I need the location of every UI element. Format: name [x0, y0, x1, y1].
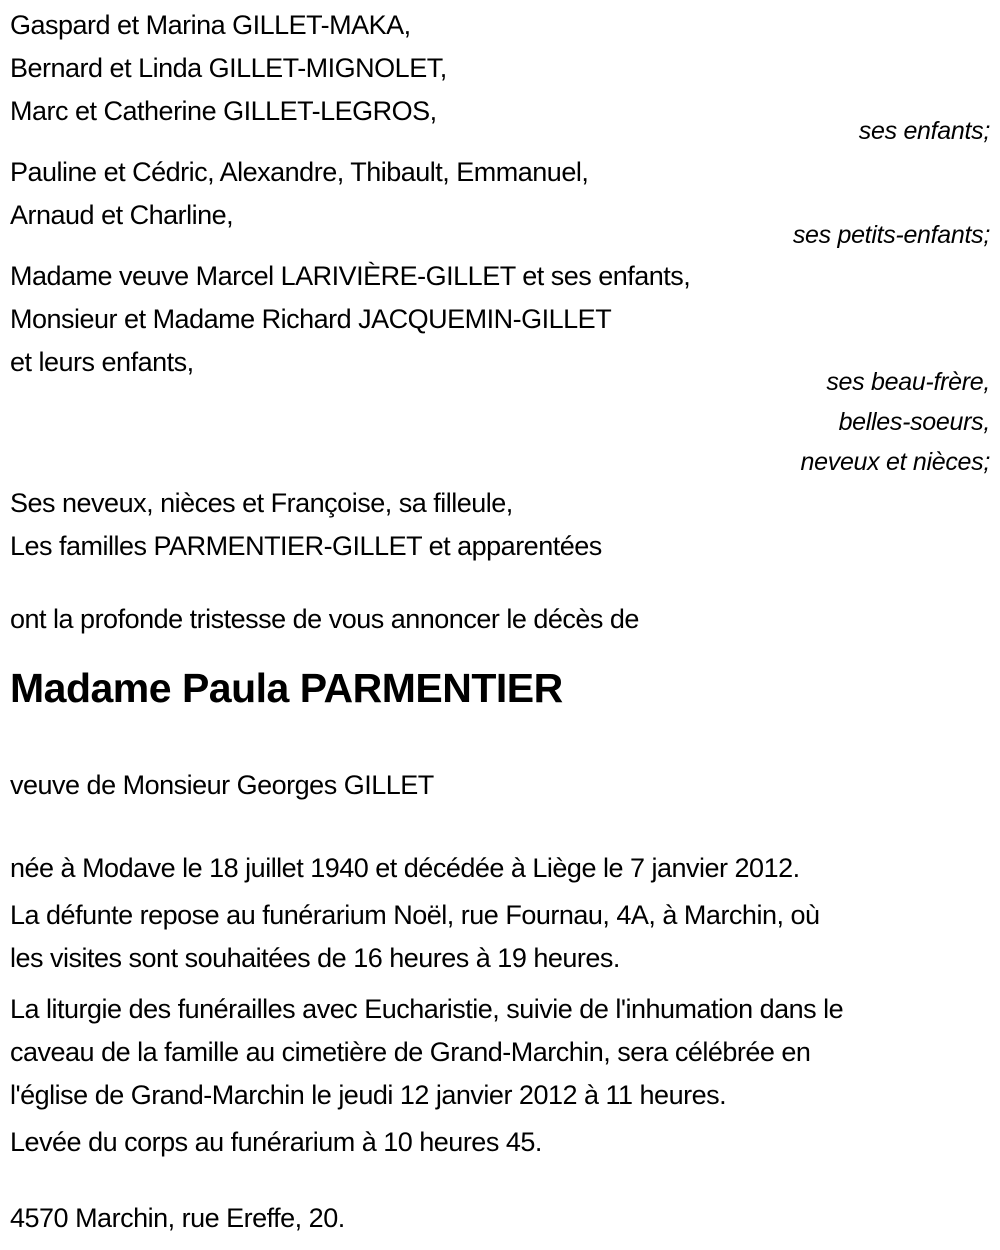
- relation-line: ses enfants;: [858, 117, 990, 145]
- funeral-line: l'église de Grand-Marchin le jeudi 12 janvier 2012 à 11 heures.: [10, 1080, 727, 1110]
- relation-line: ses beau-frère,: [826, 368, 990, 396]
- mourner-name-line: Les familles PARMENTIER-GILLET et apparentées: [10, 531, 602, 561]
- announcement-line: ont la profonde tristesse de vous annoncer le décès de: [10, 604, 639, 634]
- mourner-name-line: Marc et Catherine GILLET-LEGROS,: [10, 96, 437, 126]
- funeral-line: La liturgie des funérailles avec Eucharistie, suivie de l'inhumation dans le: [10, 994, 844, 1024]
- mourner-name-line: Gaspard et Marina GILLET-MAKA,: [10, 10, 411, 40]
- funeral-paragraph: [10, 988, 990, 1117]
- funeral-line: caveau de la famille au cimetière de Grand-Marchin, sera célébrée en: [10, 1037, 811, 1067]
- widow-of-line: veuve de Monsieur Georges GILLET: [10, 770, 434, 800]
- mourner-name-line: Madame veuve Marcel LARIVIÈRE-GILLET et ses enfants,: [10, 261, 691, 291]
- repose-line: La défunte repose au funérarium Noël, rue Fournau, 4A, à Marchin, où: [10, 900, 820, 930]
- mourner-name-line: Ses neveux, nièces et Françoise, sa filleule,: [10, 488, 513, 518]
- address-line: 4570 Marchin, rue Ereffe, 20.: [10, 1203, 345, 1233]
- deceased-name-title: Madame Paula PARMENTIER: [10, 665, 563, 711]
- mourners-group-children: [10, 4, 990, 151]
- mourner-name-line: Arnaud et Charline,: [10, 200, 234, 230]
- mourners-group-inlaws: [10, 255, 990, 482]
- mourner-name-line: et leurs enfants,: [10, 347, 194, 377]
- relation-line: ses petits-enfants;: [792, 221, 990, 249]
- birth-death-line: née à Modave le 18 juillet 1940 et décédée à Liège le 7 janvier 2012.: [10, 853, 800, 883]
- mourner-name-line: Monsieur et Madame Richard JACQUEMIN-GILLET: [10, 304, 612, 334]
- repose-line: les visites sont souhaitées de 16 heures à 19 heures.: [10, 943, 620, 973]
- mourners-group-grandchildren: [10, 151, 990, 255]
- levee-line: Levée du corps au funérarium à 10 heures 45.: [10, 1127, 542, 1157]
- relation-line: neveux et nièces;: [800, 448, 990, 476]
- mourners-group-families: [10, 482, 990, 568]
- mourner-name-line: Bernard et Linda GILLET-MIGNOLET,: [10, 53, 447, 83]
- mourner-name-line: Pauline et Cédric, Alexandre, Thibault, Emmanuel,: [10, 157, 589, 187]
- relation-line: belles-soeurs,: [838, 408, 990, 436]
- repose-paragraph: [10, 894, 990, 980]
